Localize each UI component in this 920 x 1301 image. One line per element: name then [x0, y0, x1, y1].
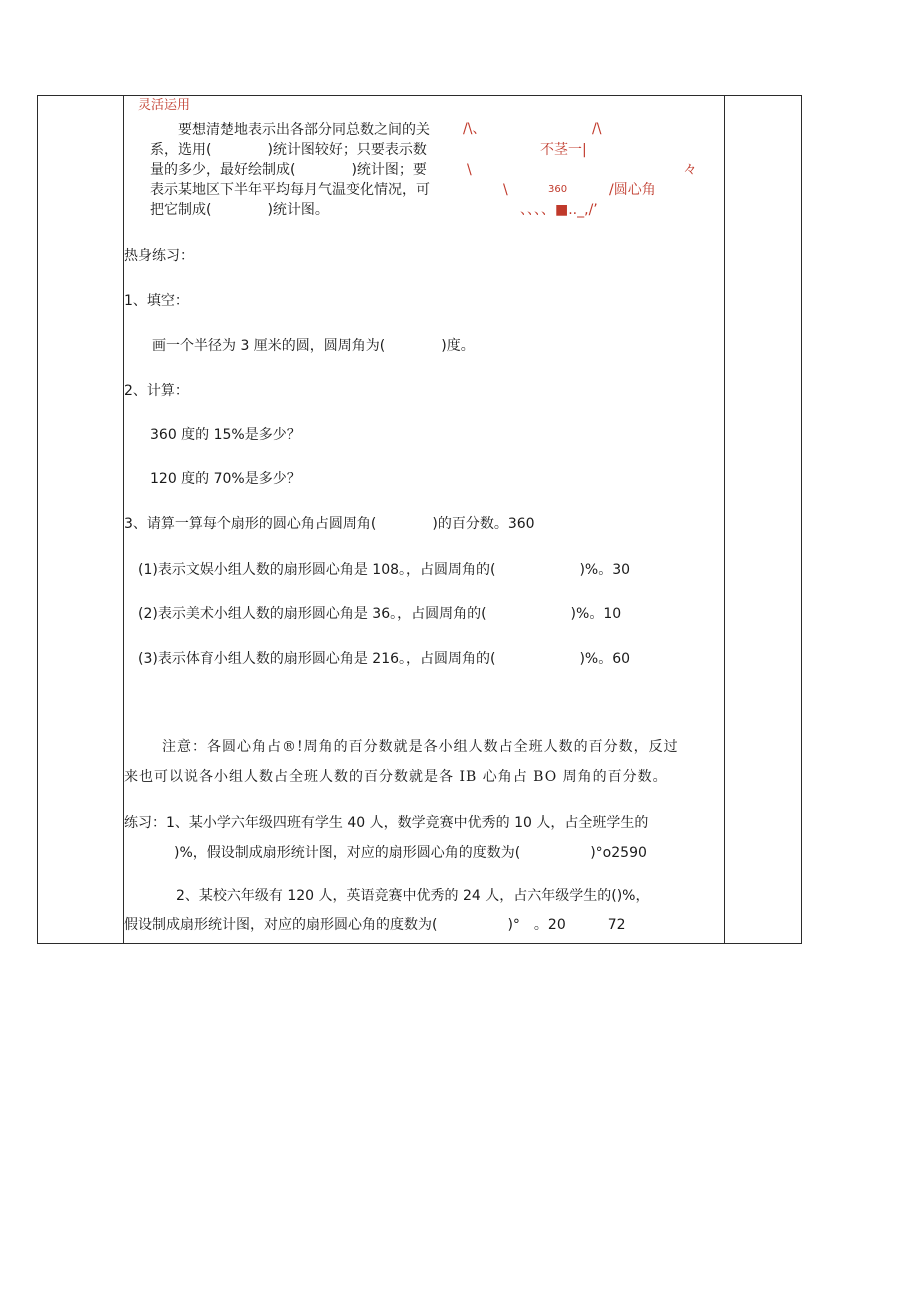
practice-line-4: 假设制成扇形统计图，对应的扇形圆心角的度数为( )° 。20 72	[124, 917, 626, 933]
q3-item-3: (3)表示体育小组人数的扇形圆心角是 216。，占圆周角的( )%。60	[138, 651, 631, 667]
intro-line-5: 把它制成( )统计图。	[150, 202, 329, 218]
q2-title: 2、计算：	[124, 383, 189, 399]
q3-title: 3、请算一算每个扇形的圆心角占圆周角( )的百分数。360	[124, 516, 535, 532]
margin-note: 不茎一|	[540, 142, 587, 158]
column-divider-right	[724, 96, 725, 943]
margin-note: /\	[592, 121, 602, 137]
q3-item-2: (2)表示美术小组人数的扇形圆心角是 36。，占圆周角的( )%。10	[138, 606, 622, 622]
intro-line-1: 要想清楚地表示出各部分同总数之间的关	[178, 122, 430, 138]
section-label: 灵活运用	[138, 98, 191, 113]
intro-line-2: 系，选用( )统计图较好；只要表示数	[150, 142, 427, 158]
q1-title: 1、填空：	[124, 293, 189, 309]
warmup-title: 热身练习：	[124, 248, 194, 264]
q3-item-1: (1)表示文娱小组人数的扇形圆心角是 108。，占圆周角的( )%。30	[138, 562, 631, 578]
intro-line-3: 量的多少，最好绘制成( )统计图；要	[150, 162, 427, 178]
q2-a: 360 度的 15%是多少？	[150, 427, 301, 443]
margin-note: /圆心角	[609, 182, 656, 198]
q1-text: 画一个半径为 3 厘米的圆，圆周角为( )度。	[152, 338, 475, 354]
note-line-2: 来也可以说各小组人数占全班人数的百分数就是各 IB 心角占 BO 周角的百分数。	[124, 769, 668, 785]
practice-line-3: 2、某校六年级有 120 人，英语竞赛中优秀的 24 人，占六年级学生的()%，	[176, 888, 650, 904]
margin-note: 々	[683, 162, 697, 178]
intro-line-4: 表示某地区下半年平均每月气温变化情况，可	[150, 182, 430, 198]
q2-b: 120 度的 70%是多少？	[150, 471, 301, 487]
margin-note: /\、	[463, 121, 487, 137]
margin-note: 、、、、■.._,/’	[520, 202, 598, 218]
margin-note: \	[467, 162, 472, 178]
note-line-1: 注意：各圆心角占®!周角的百分数就是各小组人数占全班人数的百分数，反过	[162, 739, 679, 755]
margin-note: \	[503, 182, 508, 198]
margin-note: 360	[548, 184, 568, 195]
practice-line-2: )%，假设制成扇形统计图，对应的扇形圆心角的度数为( )°o2590	[174, 845, 647, 861]
practice-line-1: 练习：1、某小学六年级四班有学生 40 人，数学竞赛中优秀的 10 人，占全班学生的	[124, 815, 649, 831]
